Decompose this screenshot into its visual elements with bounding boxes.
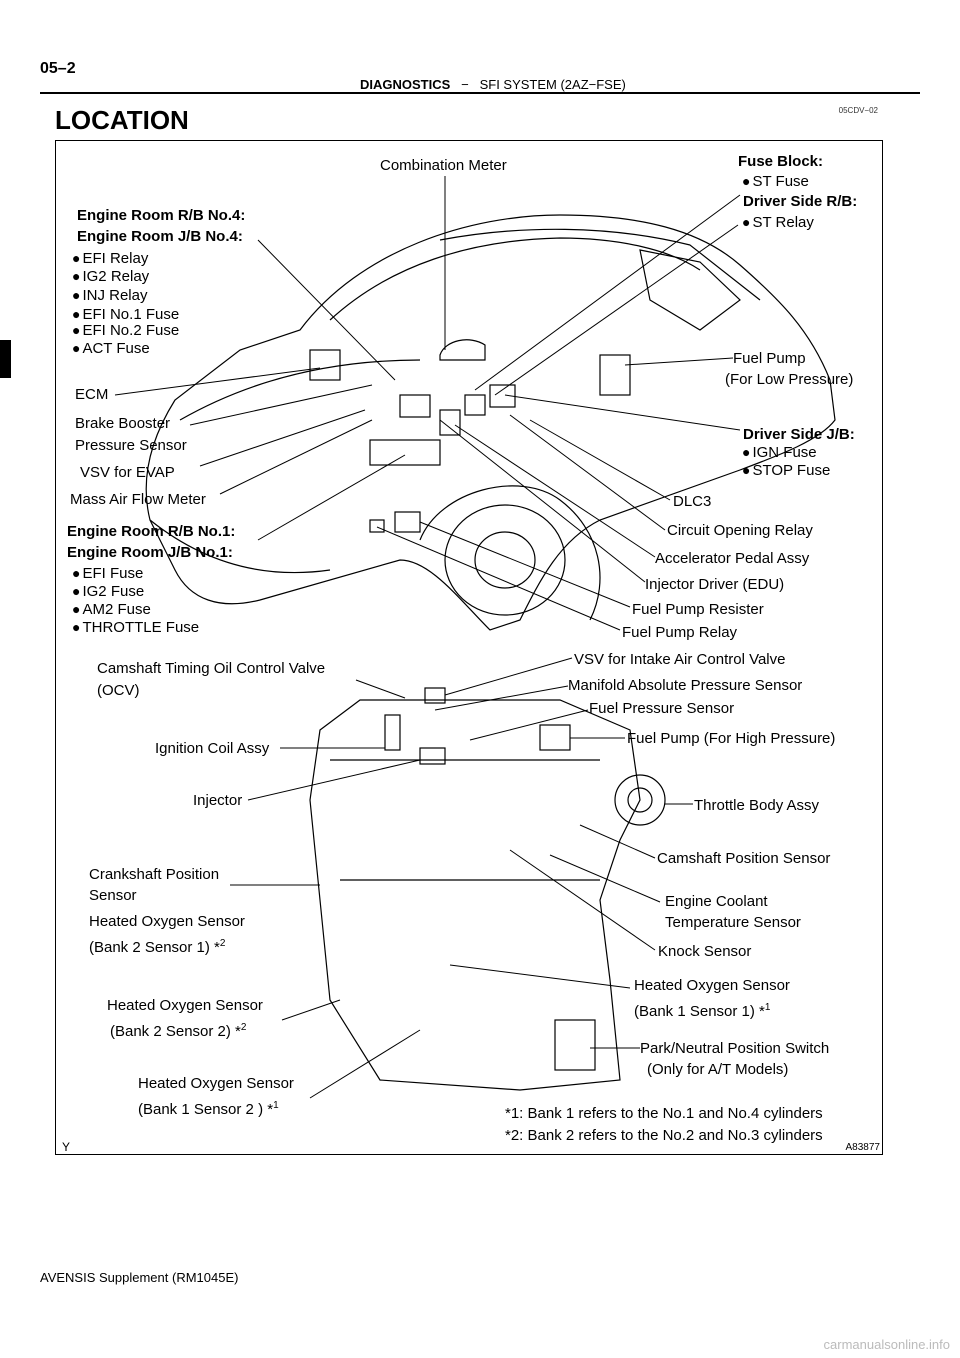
relay-module: [465, 395, 485, 415]
ho2-b1s2-text: (Bank 1 Sensor 2 ) *: [138, 1101, 274, 1118]
ho2-b2s1-footnote: 2: [219, 938, 226, 949]
label-accelerator-pedal: Accelerator Pedal Assy: [655, 550, 810, 567]
figure-corner-letter: Y: [62, 1140, 71, 1154]
label-map-sensor: Manifold Absolute Pressure Sensor: [568, 677, 803, 694]
label-ect-2: Temperature Sensor: [665, 914, 801, 931]
label-injector-driver: Injector Driver (EDU): [645, 576, 785, 593]
label-brake-booster-1: Brake Booster: [75, 415, 171, 432]
label-ho2-b2s1-2: [89, 935, 225, 957]
label-crankshaft-2: Sensor: [89, 887, 137, 904]
label-ecm: ECM: [75, 386, 109, 403]
label-ho2-b1s2-1: Heated Oxygen Sensor: [138, 1075, 294, 1092]
front-wheel-arch: [420, 486, 600, 620]
footnote-bank-1: *1: Bank 1 refers to the No.1 and No.4 cylinders: [505, 1105, 823, 1122]
header-separator: −: [461, 77, 469, 92]
label-ocv-1: Camshaft Timing Oil Control Valve: [97, 660, 326, 677]
label-driver-side-jb: Driver Side J/B:: [743, 426, 855, 443]
header-subsection: SFI SYSTEM (2AZ−FSE): [479, 77, 626, 92]
label-dlc3: DLC3: [673, 493, 712, 510]
label-fuel-pump-relay: Fuel Pump Relay: [622, 624, 738, 641]
label-combination-meter: Combination Meter: [380, 157, 507, 174]
footnote-bank-2: *2: Bank 2 refers to the No.2 and No.3 cylinders: [505, 1127, 823, 1144]
label-ignition-coil: Ignition Coil Assy: [155, 740, 270, 757]
label-ho2-b1s1-1: Heated Oxygen Sensor: [634, 977, 790, 994]
label-driver-side-rb: Driver Side R/B:: [743, 193, 858, 210]
label-throttle-body: Throttle Body Assy: [694, 797, 820, 814]
engine-block-outline: [310, 700, 640, 1090]
label-ho2-b2s1-1: Heated Oxygen Sensor: [89, 913, 245, 930]
label-engine-room-rb1: Engine Room R/B No.1:: [67, 523, 236, 540]
label-pnp-2: (Only for A/T Models): [647, 1061, 789, 1078]
label-act-fuse: ● ACT Fuse: [72, 339, 150, 358]
label-throttle-fuse: ● THROTTLE Fuse: [72, 618, 199, 637]
ho2-b2s2-footnote: 2: [240, 1022, 247, 1033]
label-ho2-b2s2-2: [110, 1019, 246, 1041]
header-section: DIAGNOSTICS: [360, 77, 451, 92]
front-wheel: [445, 505, 565, 615]
manual-footer: AVENSIS Supplement (RM1045E): [40, 1270, 239, 1285]
label-engine-room-jb1: Engine Room J/B No.1:: [67, 544, 233, 561]
label-efi-relay: ● EFI Relay: [72, 249, 148, 268]
ecm-box: [310, 350, 340, 380]
ho2-b1s2-footnote: 1: [273, 1100, 279, 1111]
label-ig2-fuse: ● IG2 Fuse: [72, 582, 144, 601]
fuel-pump-hp: [540, 725, 570, 750]
label-injector: Injector: [193, 792, 243, 809]
figure-id: A83877: [845, 1142, 880, 1153]
label-vsv-evap: VSV for EVAP: [80, 464, 175, 481]
fuel-pump-unit: [600, 355, 630, 395]
label-ig2-relay: ● IG2 Relay: [72, 267, 149, 286]
label-ign-fuse: ● IGN Fuse: [742, 443, 817, 462]
label-ho2-b1s1-2: [634, 999, 770, 1021]
label-fuel-pump-low-2: (For Low Pressure): [725, 371, 854, 388]
label-circuit-opening-relay: Circuit Opening Relay: [667, 522, 813, 539]
label-camshaft-position: Camshaft Position Sensor: [657, 850, 831, 867]
label-vsv-intake: VSV for Intake Air Control Valve: [574, 651, 786, 668]
label-st-relay: ● ST Relay: [742, 213, 814, 232]
ho2-b2s1-text: (Bank 2 Sensor 1) *: [89, 939, 220, 956]
label-brake-booster-2: Pressure Sensor: [75, 437, 187, 454]
label-engine-room-rb4: Engine Room R/B No.4:: [77, 207, 246, 224]
front-wheel-hub: [475, 532, 535, 588]
coil-part: [385, 715, 400, 750]
reference-code: 05CDV−02: [838, 106, 878, 115]
label-inj-relay: ● INJ Relay: [72, 286, 148, 305]
label-efi-fuse: ● EFI Fuse: [72, 564, 143, 583]
label-mass-air-flow-meter: Mass Air Flow Meter: [70, 491, 206, 508]
label-efi-no2-fuse: ● EFI No.2 Fuse: [72, 321, 179, 340]
page-number: 05–2: [40, 60, 76, 77]
page-title: LOCATION: [55, 105, 189, 135]
label-crankshaft-1: Crankshaft Position: [89, 866, 220, 883]
label-fuse-block: Fuse Block:: [738, 153, 824, 170]
label-st-fuse: ● ST Fuse: [742, 172, 809, 191]
label-engine-room-jb4: Engine Room J/B No.4:: [77, 228, 243, 245]
ho2-b1s1-footnote: 1: [764, 1002, 771, 1013]
label-fuel-pump-high: Fuel Pump (For High Pressure): [627, 730, 836, 747]
pnp-switch: [555, 1020, 595, 1070]
resister-box: [370, 520, 384, 532]
label-efi-no1-fuse: ● EFI No.1 Fuse: [72, 305, 179, 324]
relay-block: [400, 395, 430, 417]
vsv-part: [425, 688, 445, 703]
label-fuel-pressure-sensor: Fuel Pressure Sensor: [589, 700, 735, 717]
meter-hood: [440, 340, 485, 360]
watermark: carmanualsonline.info: [823, 1337, 950, 1352]
label-fuel-pump-resister: Fuel Pump Resister: [632, 601, 764, 618]
label-knock-sensor: Knock Sensor: [658, 943, 752, 960]
junction-block: [370, 440, 440, 465]
label-ho2-b2s2-1: Heated Oxygen Sensor: [107, 997, 263, 1014]
label-am2-fuse: ● AM2 Fuse: [72, 600, 151, 619]
label-ho2-b1s2-2: [138, 1097, 279, 1119]
ho2-b2s2-text: (Bank 2 Sensor 2) *: [110, 1023, 241, 1040]
label-stop-fuse: ● STOP Fuse: [742, 461, 830, 480]
fuel-pump-relay-box: [395, 512, 420, 532]
ho2-b1s1-text: (Bank 1 Sensor 1) *: [634, 1003, 765, 1020]
label-ect-1: Engine Coolant: [665, 893, 768, 910]
label-ocv-2: (OCV): [97, 682, 140, 699]
side-window: [640, 250, 740, 330]
label-pnp-1: Park/Neutral Position Switch: [640, 1040, 830, 1057]
label-fuel-pump-low-1: Fuel Pump: [733, 350, 806, 367]
injector-part: [420, 748, 445, 764]
